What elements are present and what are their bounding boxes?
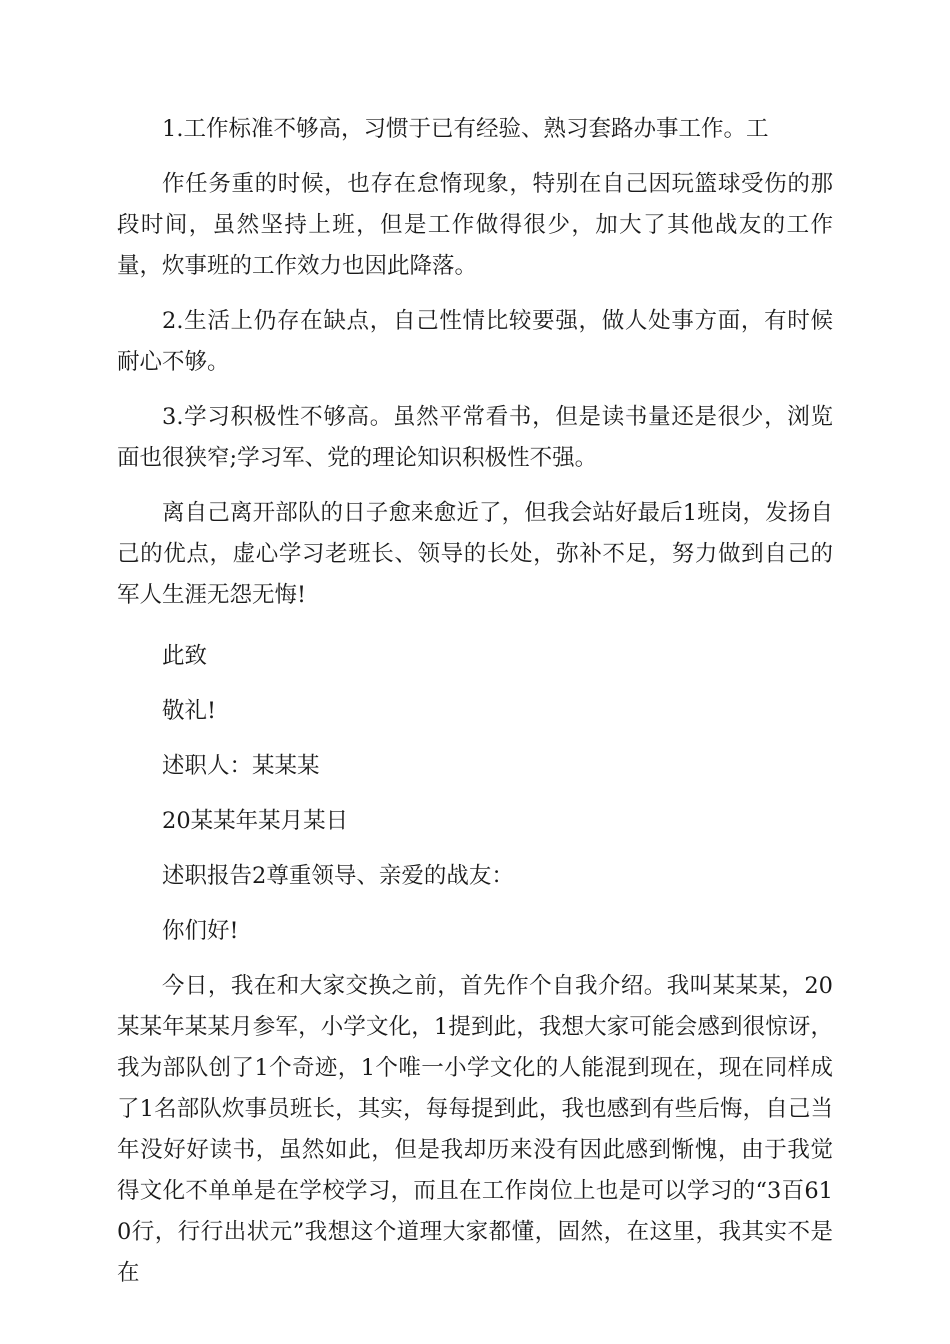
salutation-cizhi: 此致: [162, 643, 208, 669]
reporter-name: 述职人：某某某: [162, 753, 320, 779]
paragraph-work-standard: 1.工作标准不够高，习惯于已有经验、熟习套路办事工作。工: [162, 116, 769, 142]
paragraph-self-introduction: 今日，我在和大家交换之前，首先作个自我介绍。我叫某某某，20某某年某某月参军，小学文化，1提到此，我想大家可能会感到很惊讶，我为部队创了1个奇迹，1个唯一小学文化的人能混到现在，现在同样成了1名部队炊事员班长，其实，每每提到此，我也感到有些后悔，自己当年没好好读书，虽然如此，但是我却历来没有因此感到惭愧，由于我觉得文化不单单是在学校学习，而且在工作岗位上也是可以学习的“3百610行，行行出状元”我想这个道理大家都懂，固然，在这里，我其实不是在: [117, 973, 833, 1286]
paragraph-life-shortcoming: 2.生活上仍存在缺点，自己性情比较要强，做人处事方面，有时候耐心不够。: [117, 308, 833, 375]
salutation-jingli: 敬礼!: [162, 698, 217, 724]
paragraph-work-laziness: 作任务重的时候，也存在怠惰现象，特别在自己因玩篮球受伤的那段时间，虽然坚持上班，但是工作做得很少，加大了其他战友的工作量，炊事班的工作效力也因此降落。: [117, 171, 833, 279]
paragraph-closing-resolve: 离自己离开部队的日子愈来愈近了，但我会站好最后1班岗，发扬自己的优点，虚心学习老班长、领导的长处，弥补不足，努力做到自己的军人生涯无怨无悔!: [117, 500, 833, 608]
report-2-heading: 述职报告2尊重领导、亲爱的战友：: [162, 863, 514, 889]
greeting: 你们好!: [162, 918, 239, 944]
paragraph-study-motivation: 3.学习积极性不够高。虽然平常看书，但是读书量还是很少，浏览面也很狭窄;学习军、党的理论知识积极性不强。: [117, 404, 833, 471]
document-body: [117, 109, 833, 1308]
report-date: 20某某年某月某日: [162, 808, 349, 834]
